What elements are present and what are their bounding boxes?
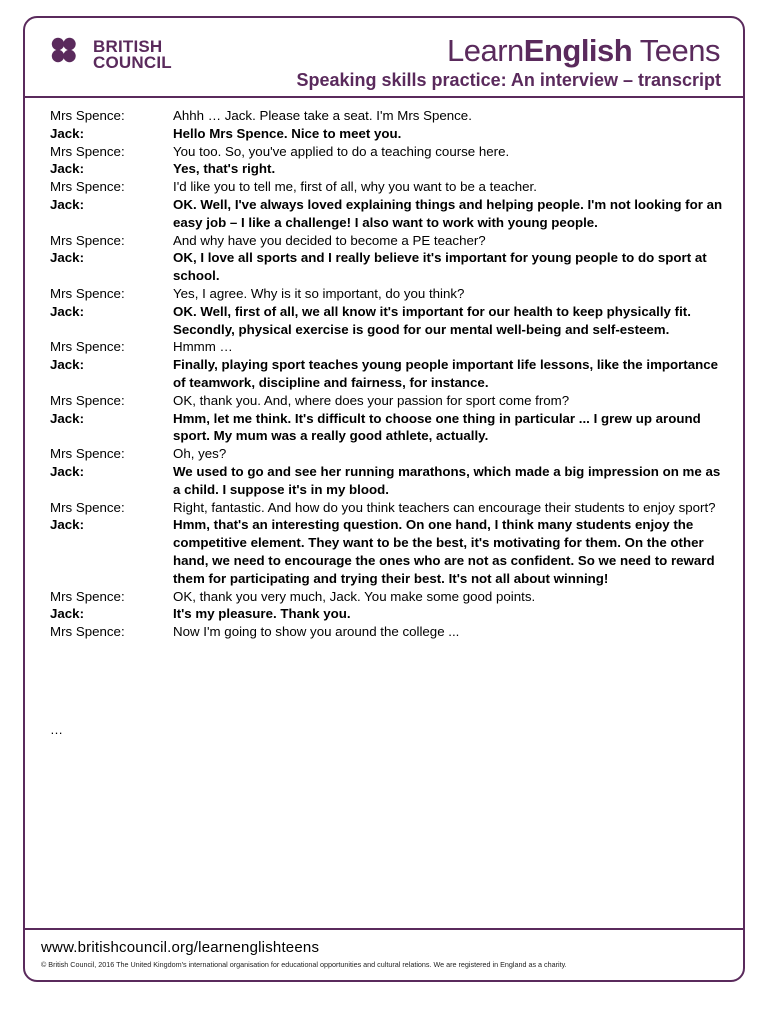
speech-text: OK, I love all sports and I really believe it's important for young people to do sport at school. (173, 250, 707, 284)
speaker-label: Mrs Spence: (50, 624, 125, 640)
speaker-label: Jack: (50, 125, 85, 141)
speech-text: OK. Well, I've always loved explaining things and helping people. I'm not looking for an easy job – I like a challenge! I also want to work with young people. (173, 196, 723, 230)
transcript-line (50, 338, 730, 356)
brand-learn: Learn (446, 33, 524, 68)
british-council-logo (51, 37, 172, 73)
speech-text: Ahhh … Jack. Please take a seat. I'm Mrs Spence. (173, 108, 472, 123)
speaker-label: Mrs Spence: (50, 108, 125, 123)
speaker-label: Mrs Spence: (50, 339, 125, 355)
learnenglish-teens-brand (447, 34, 720, 68)
transcript-line (50, 463, 730, 499)
transcript-line (50, 605, 730, 623)
speech-text: Right, fantastic. And how do you think teachers can encourage their students to enjoy sport? (173, 499, 716, 515)
speech-text: I'd like you to tell me, first of all, why you want to be a teacher. (173, 179, 537, 195)
speaker-label: Mrs Spence: (50, 285, 125, 301)
speech-text: OK, thank you very much, Jack. You make some good points. (173, 588, 536, 604)
transcript-line (50, 107, 730, 125)
footer-copyright: © British Council, 2016 The United Kingdom's international organisation for educational opportunities and cultural relations. We are registered in England as a charity. (41, 960, 567, 969)
document-title: Speaking skills practice: An interview – transcript (296, 70, 721, 90)
transcript-line (50, 303, 730, 339)
speaker-label: Jack: (50, 357, 85, 373)
speaker-label: Jack: (50, 196, 85, 212)
speaker-label: Mrs Spence: (50, 392, 125, 408)
speech-text: We used to go and see her running marathons, which made a big impression on me as a child. I suppose it's in my blood. (173, 463, 721, 497)
transcript-line (50, 516, 730, 587)
transcript-line (50, 249, 730, 285)
org-line-2: COUNCIL (93, 53, 172, 72)
speech-text: It's my pleasure. Thank you. (173, 606, 351, 622)
transcript-line (50, 285, 730, 303)
speaker-label: Mrs Spence: (50, 499, 125, 515)
speaker-label: Jack: (50, 161, 85, 177)
speech-text: Yes, I agree. Why is it so important, do you think? (173, 285, 465, 301)
header-divider (23, 96, 745, 98)
british-council-wordmark (93, 39, 172, 71)
speaker-label: Jack: (50, 250, 85, 266)
org-line-1: BRITISH (93, 37, 163, 56)
speaker-label: Mrs Spence: (50, 179, 125, 195)
transcript-line (50, 445, 730, 463)
speaker-label: Mrs Spence: (50, 446, 125, 462)
footer-divider (23, 928, 745, 930)
speech-text: Hmm, that's an interesting question. On one hand, I think many students enjoy the competitive element. They want to be the best, it's motivating for them. On the other hand, we need to encourage the ones who are not as confident. So we need to reward them for participating and trying their best. It's not all about winning! (173, 517, 715, 586)
transcript-line (50, 178, 730, 196)
speech-text: You too. So, you've applied to do a teaching course here. (173, 143, 510, 159)
speaker-label: Jack: (50, 463, 85, 479)
brand-teens: Teens (632, 33, 720, 68)
transcript-line (50, 196, 730, 232)
transcript-line (50, 160, 730, 178)
transcript-line (50, 588, 730, 606)
speaker-label: Jack: (50, 517, 85, 533)
transcript-body (50, 107, 730, 641)
transcript-line (50, 623, 730, 641)
speech-text: Finally, playing sport teaches young people important life lessons, like the importance of teamwork, discipline and fairness, for instance. (173, 357, 719, 390)
transcript-line (50, 392, 730, 410)
speaker-label: Jack: (50, 303, 85, 319)
transcript-line (50, 499, 730, 517)
speech-text: Hello Mrs Spence. Nice to meet you. (173, 125, 402, 141)
brand-english: English (523, 33, 633, 68)
speech-text: Oh, yes? (173, 446, 227, 462)
transcript-line (50, 410, 730, 446)
speaker-label: Jack: (50, 410, 85, 426)
transcript-line (50, 125, 730, 143)
speaker-label: Mrs Spence: (50, 143, 125, 159)
speaker-label: Jack: (50, 606, 85, 622)
british-council-dots-icon (51, 37, 87, 73)
transcript-line (50, 356, 730, 392)
speaker-label: Mrs Spence: (50, 588, 125, 604)
speech-text: And why have you decided to become a PE teacher? (173, 232, 486, 248)
speaker-label: Mrs Spence: (50, 232, 125, 248)
speech-text: Yes, that's right. (173, 161, 276, 177)
transcript-line (50, 232, 730, 250)
continuation-ellipsis: … (50, 722, 63, 737)
speech-text: Hmm, let me think. It's difficult to choose one thing in particular ... I grew up around sport. My mum was a really good athlete, actually. (173, 410, 701, 444)
speech-text: Hmmm … (173, 339, 233, 355)
speech-text: OK. Well, first of all, we all know it's important for our health to keep physically fit. Secondly, physical exercise is good for our mental well-being and self-esteem. (173, 303, 691, 337)
speech-text: OK, thank you. And, where does your passion for sport come from? (173, 392, 570, 408)
transcript-line (50, 143, 730, 161)
speech-text: Now I'm going to show you around the college ... (173, 624, 460, 640)
footer-url: www.britishcouncil.org/learnenglishteens (41, 939, 320, 956)
